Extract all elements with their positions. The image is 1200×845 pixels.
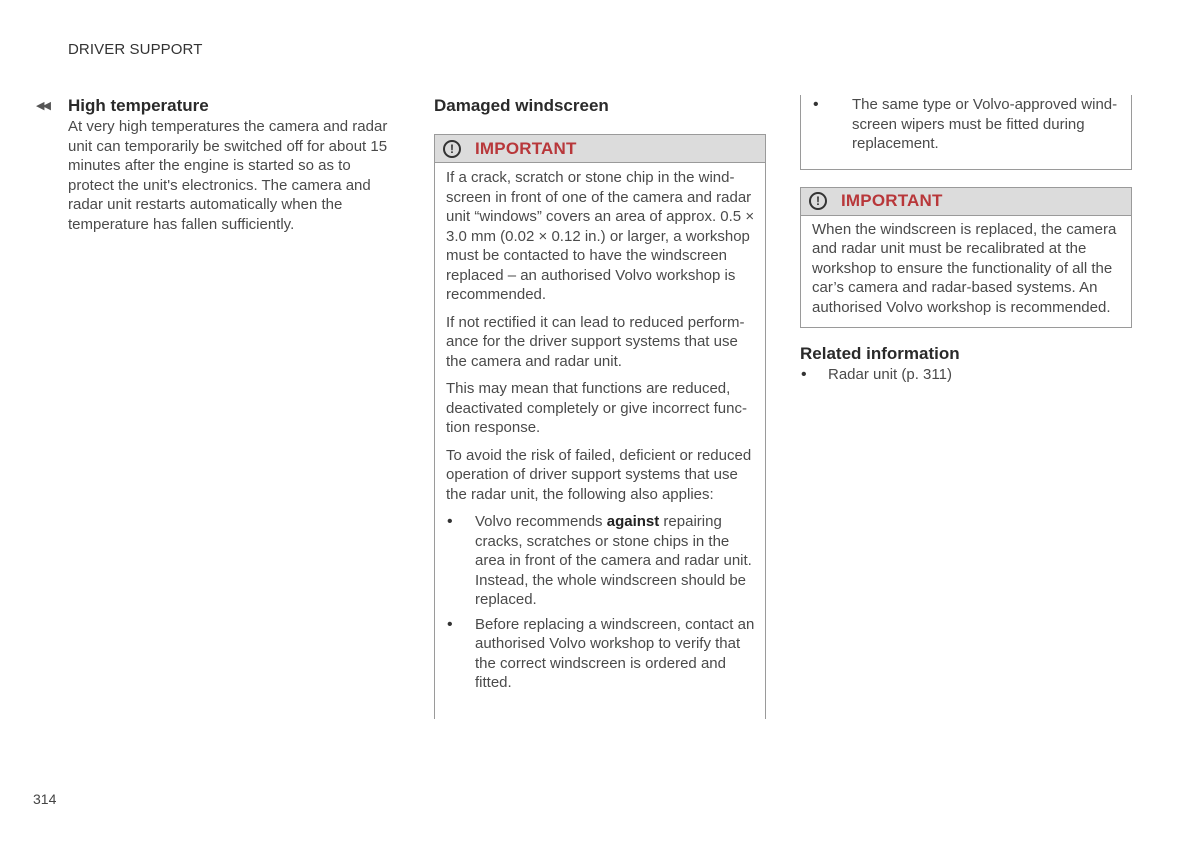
exclamation-circle-icon: !	[443, 140, 461, 158]
high-temperature-heading: High temperature	[68, 96, 209, 115]
high-temperature-section	[36, 95, 393, 234]
damaged-windscreen-heading: Damaged windscreen	[434, 96, 609, 115]
related-link[interactable]: • Radar unit (p. 311)	[800, 365, 1132, 385]
list-item: • The same type or Volvo-approved wind-screen wipers must be fitted during replacement.	[812, 95, 1121, 154]
continued-box	[800, 95, 1132, 170]
paragraph: This may mean that functions are reduced, deactivated completely or give incorrect func-tion response.	[446, 380, 747, 436]
paragraph: When the windscreen is replaced, the camera and radar unit must be recalibrated at the workshop to ensure the functionality of all the car’s camera and radar-based systems. An authorised Volvo workshop is recommended.	[812, 220, 1117, 316]
bullet-list	[812, 95, 1121, 154]
important-label: IMPORTANT	[475, 138, 577, 158]
related-heading: Related information	[800, 344, 960, 363]
related-information	[800, 343, 1132, 385]
damaged-windscreen-section	[434, 95, 766, 719]
paragraph: If not rectified it can lead to reduced perform-ance for the driver support systems that use the camera and radar unit.	[446, 313, 745, 370]
page-header: DRIVER SUPPORT	[68, 41, 203, 58]
important-body	[435, 163, 765, 706]
continued-section	[800, 95, 1132, 390]
important-box	[434, 134, 766, 719]
bullet-text: repairing cracks, scratches or stone chips in the area in front of the camera and radar unit. Instead, the whole windscreen should be replaced.	[475, 513, 752, 608]
bullet-text: Volvo recommends	[475, 513, 607, 530]
paragraph: To avoid the risk of failed, deficient or reduced operation of driver support systems that use the radar unit, the following also applies:	[446, 446, 752, 503]
double-left-arrow-icon[interactable]: ◀◀	[36, 100, 49, 112]
related-links	[800, 365, 1132, 385]
list-item: • Before replacing a windscreen, contact an authorised Volvo workshop to verify that the correct windscreen is ordered and fitted.	[446, 615, 755, 693]
paragraph: If a crack, scratch or stone chip in the wind-screen in front of one of the camera and radar unit “windows” covers an area of approx. 0.5 × 3.0 mm (0.02 × 0.12 in.) or larger, a workshop must be contacted to have the windscreen replaced – an authorised Volvo workshop is recommended.	[446, 169, 755, 303]
bullet-bold-text: against	[606, 513, 660, 530]
important-header	[435, 135, 765, 163]
list-item	[446, 512, 755, 610]
important-header	[801, 188, 1131, 216]
recalibration-important-box	[800, 187, 1132, 329]
exclamation-circle-icon: !	[809, 192, 827, 210]
page-number: 314	[33, 791, 57, 807]
bullet-list	[446, 512, 755, 693]
high-temperature-body: At very high temperatures the camera and radar unit can temporarily be switched off for about 15 minutes after the engine is started so as to protect the unit's electronics. The camera and radar unit restarts automatically when the temperature has fallen sufficiently.	[68, 118, 388, 233]
important-body	[801, 216, 1131, 328]
important-label: IMPORTANT	[841, 191, 943, 211]
